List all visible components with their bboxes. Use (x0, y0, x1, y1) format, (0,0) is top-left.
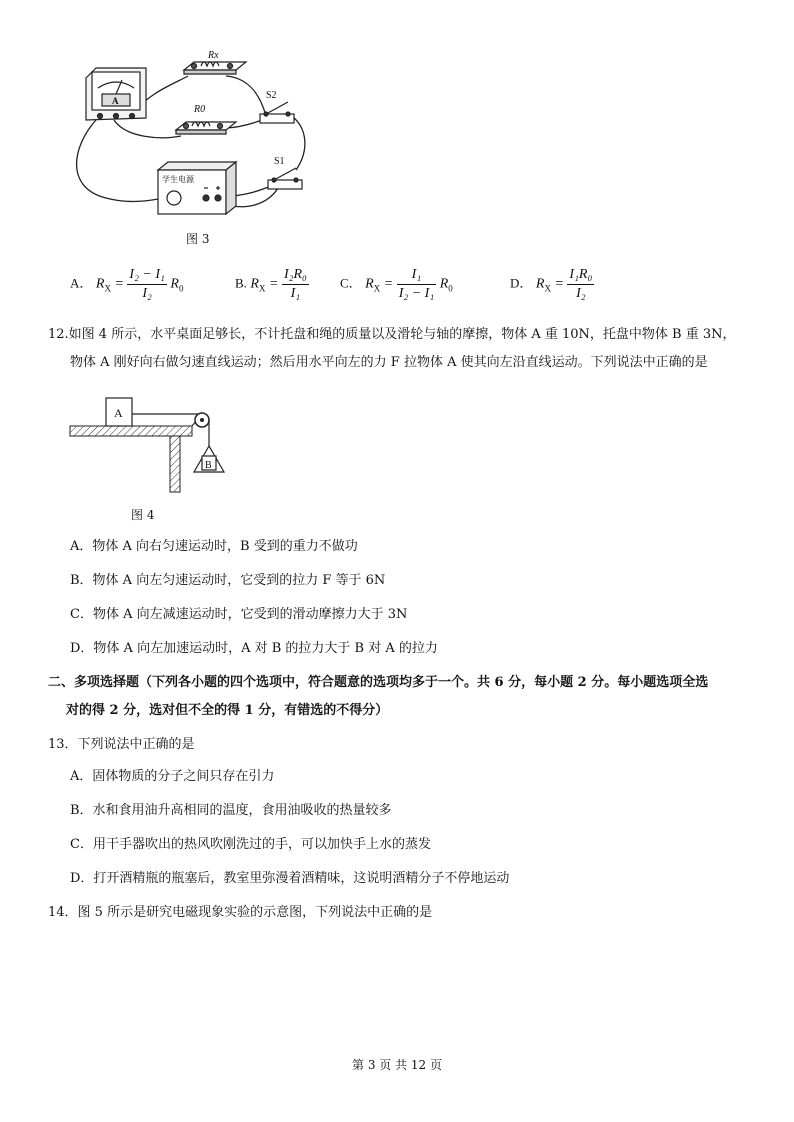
switch-s1 (268, 168, 302, 189)
q11-c-denominator: I₂ − I₁ (398, 286, 435, 301)
q13-stem: 13．下列说法中正确的是 (48, 737, 195, 752)
q13-option-c[interactable]: C．用干手器吹出的热风吹刚洗过的手，可以加快手上水的蒸发 (70, 837, 431, 852)
q11-c-rhs: R (439, 276, 449, 292)
rx-resistor (184, 62, 246, 74)
q11-option-c-label: C． (340, 275, 362, 291)
switch-s2 (260, 102, 294, 123)
q13-option-d[interactable]: D．打开酒精瓶的瓶塞后，教室里弥漫着酒精味，这说明酒精分子不停地运动 (70, 871, 510, 886)
q11-b-denominator: I₁ (290, 286, 301, 301)
q12-option-d[interactable]: D．物体 A 向左加速运动时，A 对 B 的拉力大于 B 对 A 的拉力 (70, 641, 438, 656)
r0-resistor (176, 122, 236, 134)
q11-c-rhs-sub: 0 (448, 283, 453, 294)
q11-a-lhs-sub: X (104, 283, 111, 294)
figure-4-caption: 图 4 (131, 508, 155, 522)
r0-label: R0 (194, 104, 206, 115)
q12-stem-line2: 物体 A 刚好向右做匀速直线运动；然后用水平向左的力 F 拉物体 A 使其向左沿直线运动。下列说法中正确的是 (70, 355, 708, 370)
q11-a-rhs: R (170, 276, 179, 292)
figure-3-caption: 图 3 (186, 232, 210, 246)
ammeter-label: A (112, 96, 119, 106)
power-supply (158, 162, 236, 214)
figure-4-pulley (66, 394, 236, 498)
q11-d-fraction (567, 266, 594, 303)
q12-option-b[interactable]: B．物体 A 向左匀速运动时，它受到的拉力 F 等于 6N (70, 573, 386, 588)
section2-heading-line2: 对的得 2 分，选对但不全的得 1 分，有错选的不得分） (66, 703, 389, 718)
rx-label: Rx (208, 50, 219, 61)
block-b-label: B (205, 460, 212, 471)
q11-c-numerator: I₁ (397, 266, 437, 285)
q11-a-fraction (127, 266, 167, 303)
q11-a-lhs: R (95, 276, 105, 292)
q11-d-denominator: I₂ (576, 286, 586, 301)
q12-stem-line1: 12.如图 4 所示，水平桌面足够长，不计托盘和绳的质量以及滑轮与轴的摩擦，物体 A 重 10N，托盘中物体 B 重 3N， (48, 327, 736, 342)
q11-b-lhs: R (250, 276, 259, 292)
q11-d-lhs: R (535, 276, 545, 292)
q13-option-a[interactable]: A．固体物质的分子之间只存在引力 (70, 769, 275, 784)
q11-option-d[interactable]: D． $R_X$ = $\frac{\text{I₁R₀}}{\text{I₂}}$ (510, 267, 593, 301)
q11-option-a[interactable]: A． $R_X$ = $\frac{\text{I₂ − I₁}}{\text{I₂}}$ $R_0$ (70, 267, 184, 301)
q11-option-b-label: B. (235, 275, 247, 291)
q11-c-lhs: R (365, 276, 374, 292)
q11-c-lhs-sub: X (373, 283, 381, 294)
q11-a-rhs-sub: 0 (178, 283, 184, 294)
q14-stem: 14．图 5 所示是研究电磁现象实验的示意图，下列说法中正确的是 (48, 905, 433, 920)
q12-option-c[interactable]: C．物体 A 向左减速运动时，它受到的滑动摩擦力大于 3N (70, 607, 408, 622)
q11-option-c[interactable]: C． $R_X$ = $\frac{\text{I₁}}{\text{I₂ − I₁}}$ $R_0$ (340, 267, 453, 301)
q12-option-a[interactable]: A．物体 A 向右匀速运动时，B 受到的重力不做功 (70, 539, 358, 554)
q11-a-numerator: I₂ − I₁ (127, 266, 167, 285)
s2-label: S2 (266, 90, 277, 101)
q11-c-fraction (397, 266, 437, 303)
ammeter (86, 68, 146, 120)
q11-b-fraction (282, 266, 309, 303)
power-supply-label: 学生电源 (162, 175, 194, 184)
block-a-label: A (114, 406, 123, 420)
s1-label: S1 (274, 156, 285, 167)
q11-b-numerator: I₂R₀ (282, 266, 309, 285)
q11-option-d-label: D． (510, 275, 533, 291)
q11-option-a-label: A． (70, 275, 93, 291)
q11-d-numerator: I₁R₀ (567, 266, 594, 285)
q11-a-denominator: I₂ (142, 286, 152, 301)
q11-b-lhs-sub: X (258, 283, 266, 294)
section2-heading-line1: 二、多项选择题（下列各小题的四个选项中，符合题意的选项均多于一个。共 6 分，每小题 2 分。每小题选项全选 (48, 675, 709, 690)
q11-d-lhs-sub: X (544, 283, 551, 294)
q11-option-b[interactable]: B. $R_X$ = $\frac{\text{I₂R₀}}{\text{I₁}}$ (235, 267, 307, 301)
q13-option-b[interactable]: B．水和食用油升高相同的温度，食用油吸收的热量较多 (70, 803, 392, 818)
figure-3-circuit (66, 48, 326, 228)
page-number: 第 3 页 共 12 页 (352, 1058, 442, 1072)
